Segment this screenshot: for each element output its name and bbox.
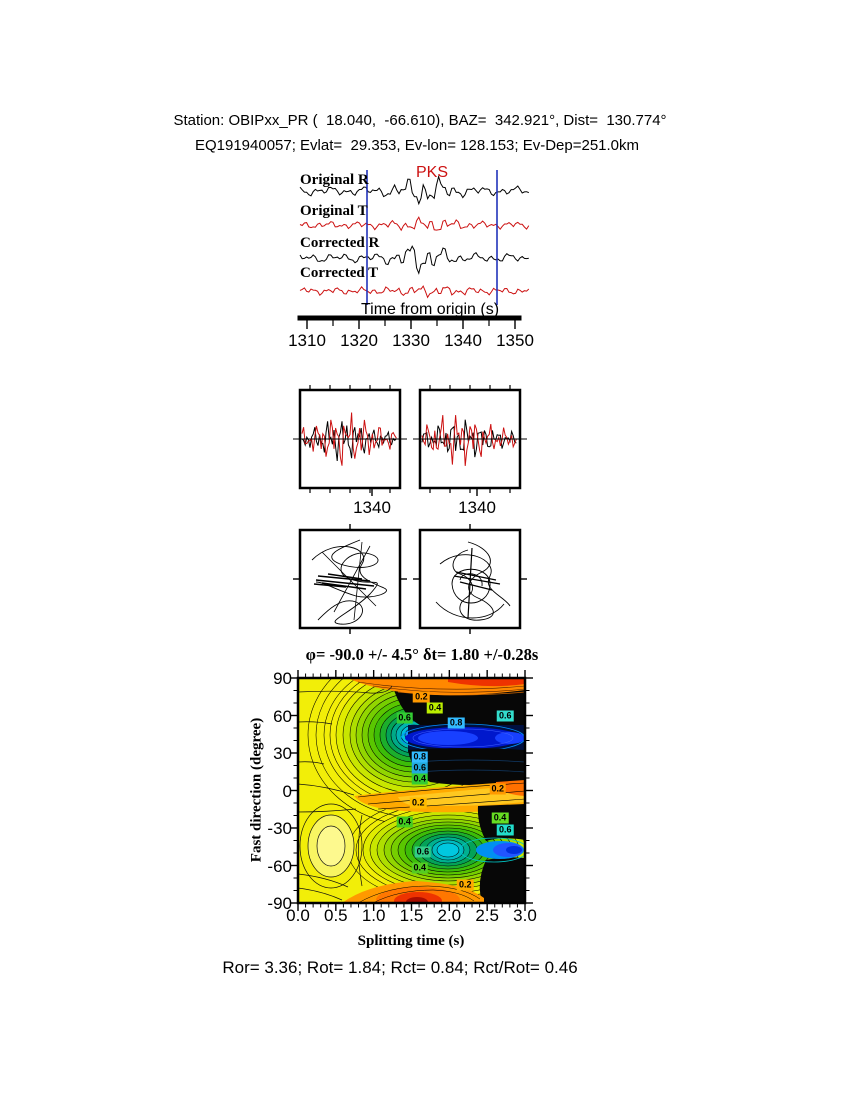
contour-level-label: 0.6: [398, 712, 411, 723]
time-axis-tick-label: 1320: [340, 331, 378, 350]
quality-stats-line: Ror= 3.36; Rot= 1.84; Rct= 0.84; Rct/Rot= 0.46: [222, 958, 578, 977]
contour-level-label: 0.6: [499, 824, 512, 835]
contour-x-tick-label: 1.0: [361, 906, 386, 925]
phase-label: PKS: [416, 164, 449, 181]
contour-level-label: 0.4: [413, 773, 427, 784]
particle-motion-left: [300, 530, 400, 628]
contour-level-label: 0.2: [491, 783, 505, 794]
contour-x-tick-label: 2.0: [437, 906, 462, 925]
contour-level-label: 0.4: [413, 862, 427, 873]
contour-x-tick-label: 1.5: [399, 906, 424, 925]
contour-y-tick-label: 30: [273, 744, 292, 763]
contour-y-tick-label: -30: [267, 819, 292, 838]
contour-level-label: 0.8: [449, 717, 463, 728]
contour-x-tick-label: 3.0: [513, 906, 537, 925]
time-axis-tick-label: 1340: [444, 331, 482, 350]
splitting-result-title: φ= -90.0 +/- 4.5° δt= 1.80 +/-0.28s: [305, 645, 539, 664]
contour-y-tick-label: 0: [282, 781, 292, 801]
contour-y-tick-label: 60: [273, 706, 292, 726]
contour-level-label: 0.8: [413, 751, 427, 762]
time-axis-tick-label: 1310: [288, 331, 326, 350]
contour-level-label: 0.4: [398, 816, 411, 827]
time-axis-label: Time from origin (s): [360, 301, 500, 318]
particle-motion-right: [420, 530, 520, 628]
contour-x-tick-label: 0.5: [324, 906, 348, 925]
time-axis-tick-label: 1350: [496, 331, 534, 350]
contour-level-label: 0.6: [499, 710, 512, 721]
contour-level-label: 0.2: [458, 879, 472, 890]
contour-level-label: 0.4: [493, 812, 507, 823]
contour-y-tick-label: 90: [273, 669, 292, 688]
comparison-box-right: [413, 390, 527, 488]
contour-level-label: 0.6: [413, 762, 427, 773]
trace-label-original-t: Original T: [300, 203, 368, 219]
contour-level-label: 0.2: [415, 691, 428, 702]
time-axis-tick-label: 1330: [392, 331, 430, 350]
contour-x-tick-label: 2.5: [475, 906, 499, 925]
contour-y-tick-label: -90: [267, 894, 292, 913]
contour-y-tick-label: -60: [267, 856, 292, 876]
contour-x-axis-label: Splitting time (s): [357, 933, 465, 949]
trace-label-corrected-t: Corrected T: [300, 265, 379, 281]
station-info-line: Station: OBIPxx_PR ( 18.040, -66.610), BAZ= 342.921°, Dist= 130.774°: [173, 112, 667, 129]
event-info-line: EQ191940057; Evlat= 29.353, Ev-lon= 128.153; Ev-Dep=251.0km: [194, 137, 640, 154]
comparison-tick-label: 1340: [458, 498, 496, 517]
contour-x-tick-label: 0.0: [286, 906, 310, 925]
contour-y-axis-label: Fast direction (degree): [248, 717, 265, 863]
trace-label-original-r: Original R: [300, 172, 369, 188]
contour-level-label: 0.6: [416, 846, 430, 857]
trace-label-corrected-r: Corrected R: [300, 235, 380, 251]
comparison-box-left: [293, 390, 407, 488]
contour-level-label: 0.4: [428, 702, 442, 713]
contour-level-label: 0.2: [412, 797, 425, 808]
comparison-tick-label: 1340: [353, 498, 391, 517]
